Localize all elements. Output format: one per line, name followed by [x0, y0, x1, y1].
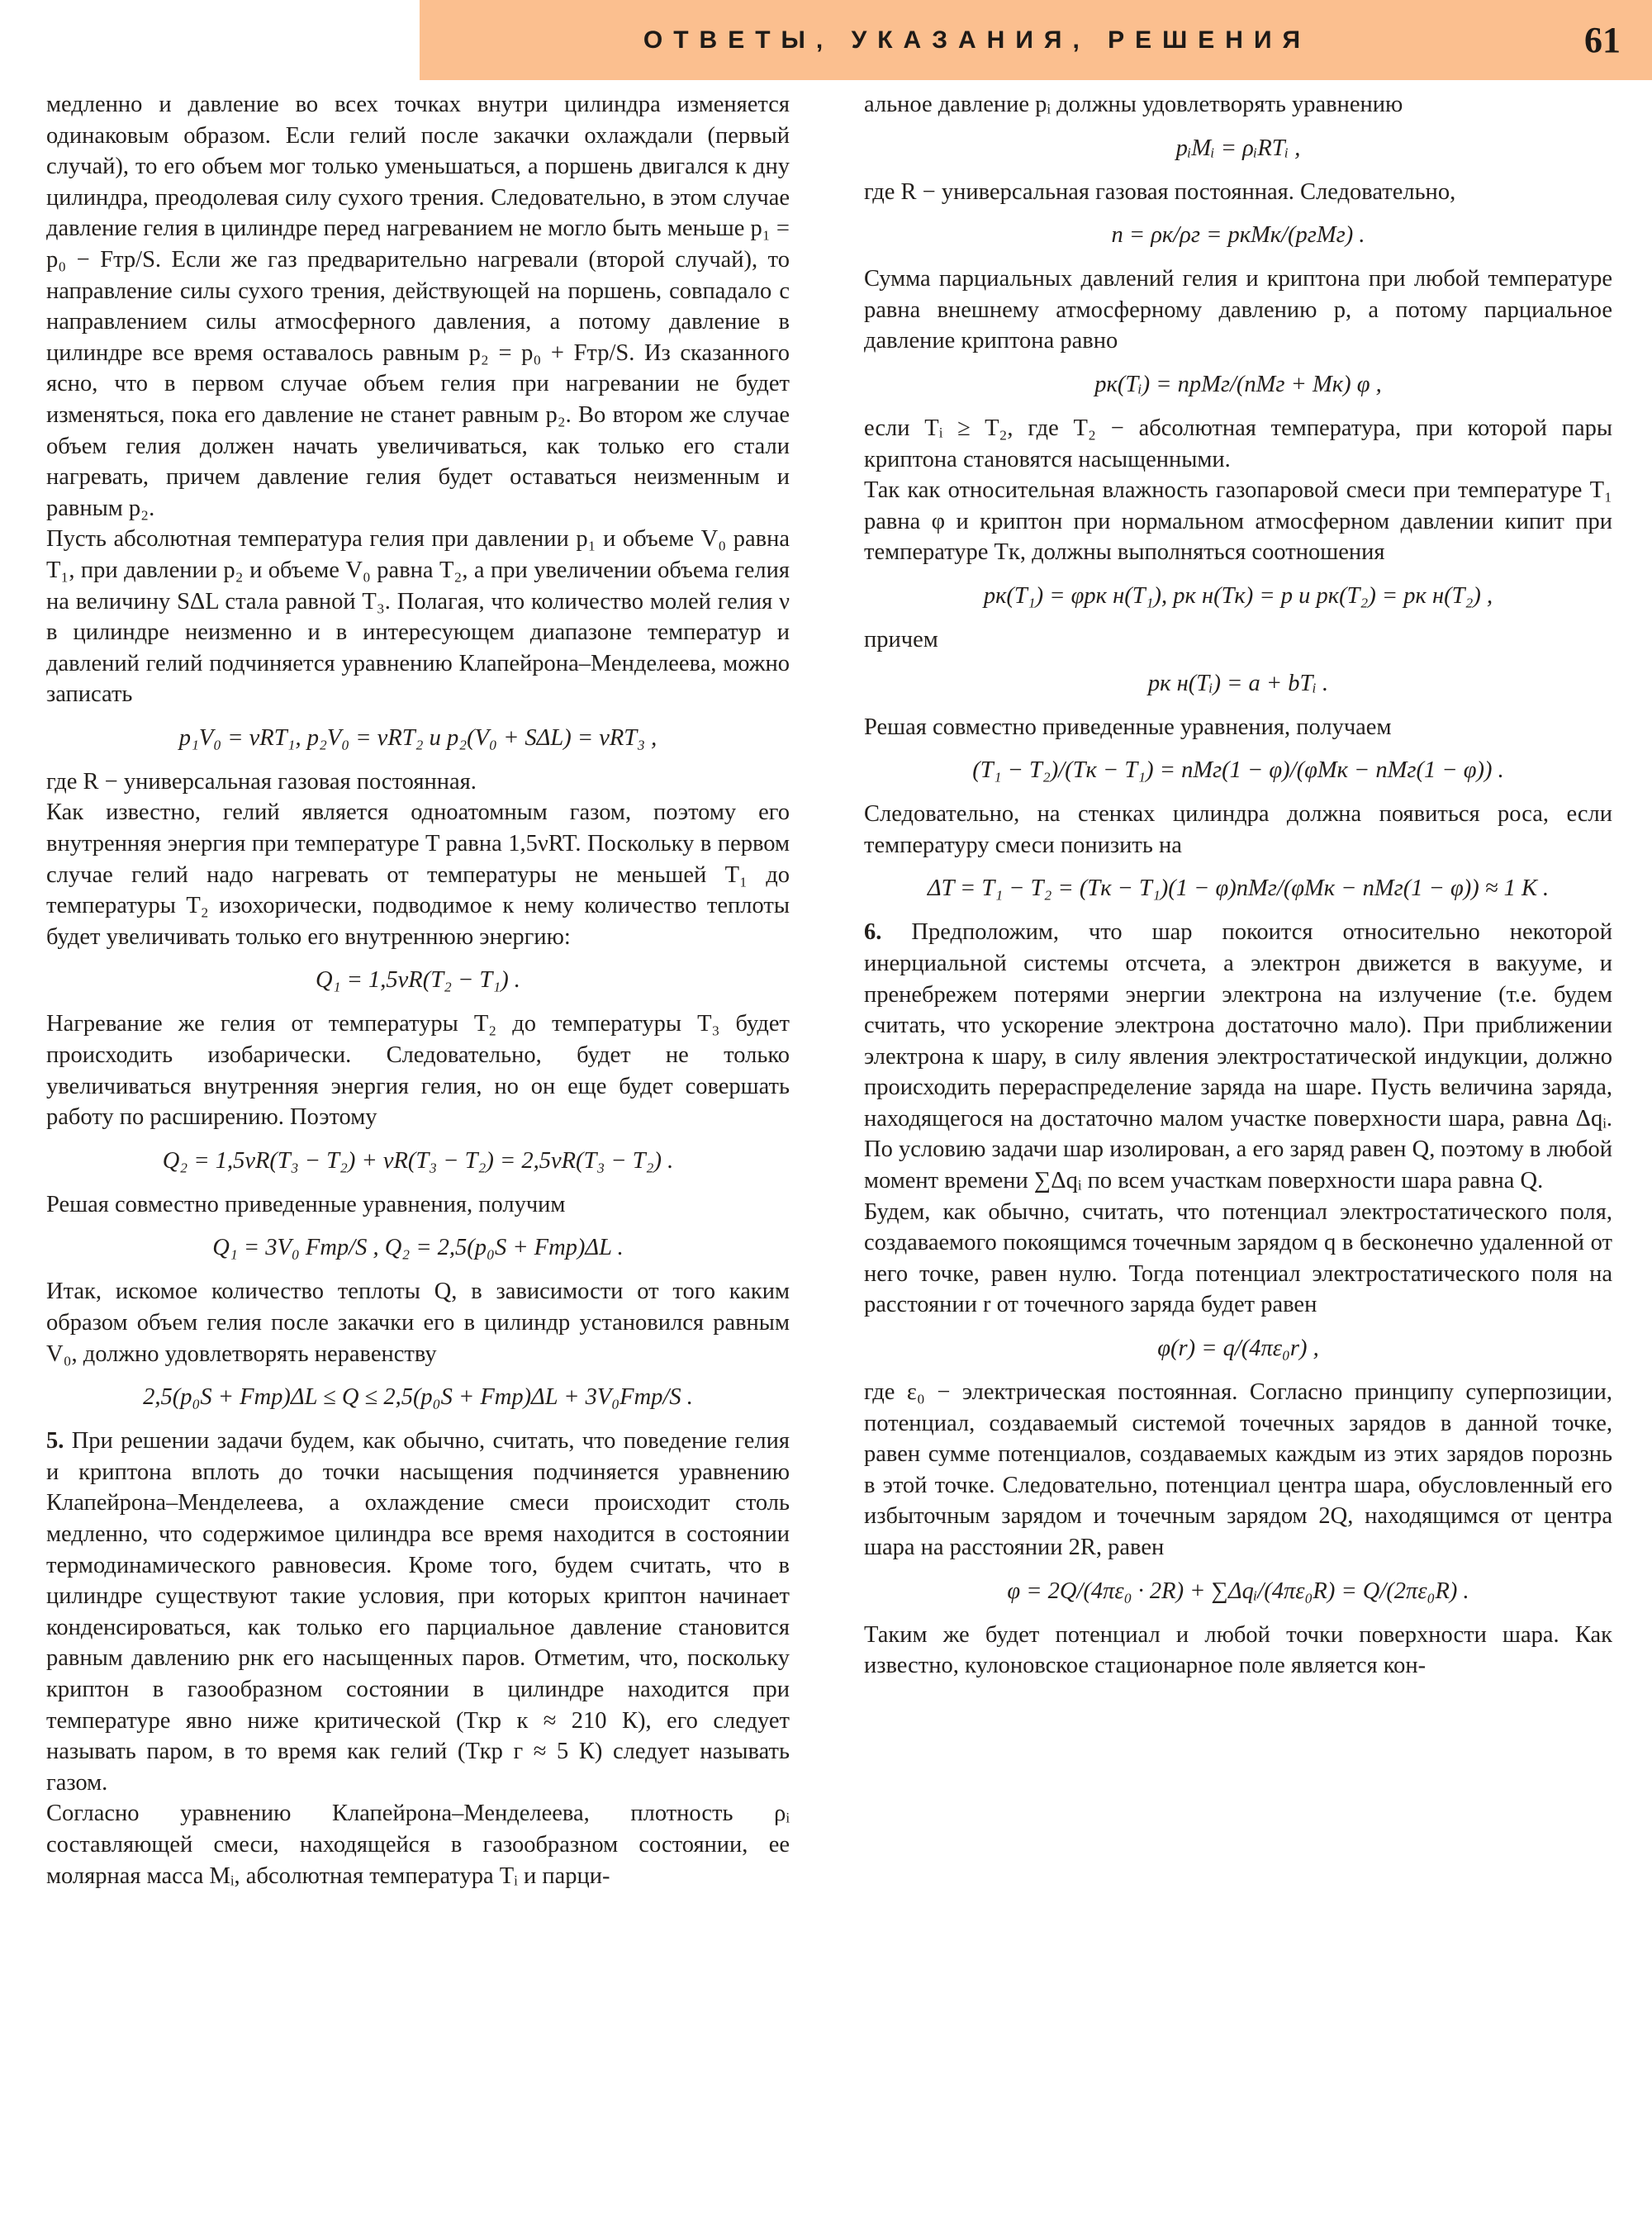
- paragraph: Решая совместно приведенные уравнения, получим: [46, 1191, 566, 1217]
- paragraph-text: Предположим, что шар покоится относительно некоторой инерциальной системы отсчета, а электрон движется в вакууме, и пренебрежем потерями энергии электрона на излучение (т.е. будем считать, что ускорение электрона достаточно мало). При приближении электрона к шару, в силу явления электростатической индукции, должно происходить перераспределение заряда на шаре. Пусть величина заряда, находящегося на достаточно малом участке поверхности шара, равна Δqᵢ. По условию задачи шар изолирован, а его заряд равен Q, поэтому в любой момент времени ∑Δqᵢ по всем участкам поверхности шара равна Q.: [864, 919, 1612, 1194]
- running-header: ОТВЕТЫ, УКАЗАНИЯ, РЕШЕНИЯ: [643, 26, 1312, 54]
- paragraph: Итак, искомое количество теплоты Q, в зависимости от того каким образом объем гелия после закачки его в цилиндр установился равным V₀, должно удовлетворять неравенству: [46, 1279, 790, 1367]
- paragraph: [864, 917, 1612, 1196]
- paragraph: Решая совместно приведенные уравнения, получаем: [864, 714, 1392, 740]
- paragraph: Пусть абсолютная температура гелия при давлении p₁ и объеме V₀ равна T₁, при давлении p₂ и объеме V₀ равна T₂, а при увеличении объема гелия на величину SΔL стала равной T₃. Полагая, что количество молей гелия ν в цилиндре неизменно и в интересующем диапазоне температур и давлений гелий подчиняется уравнению Клапейрона–Менделеева, можно записать: [46, 526, 790, 708]
- paragraph: Сумма парциальных давлений гелия и криптона при любой температуре равна внешнему атмосферному давлению p, а потому парциальное давление криптона равно: [864, 266, 1612, 354]
- formula: ΔT = T₁ − T₂ = (Tк − T₁)(1 − φ)nMг/(φMк − nMг(1 − φ)) ≈ 1 К .: [927, 875, 1550, 902]
- paragraph: где ε₀ − электрическая постоянная. Согласно принципу суперпозиции, потенциал, создаваемый системой точечных зарядов в данной точке, равен сумме потенциалов, создаваемых каждым из этих зарядов порознь в этой точке. Следовательно, потенциал центра шара, обусловленный его избыточным зарядом и точечным зарядом 2Q, находящимся от центра шара на расстоянии 2R, равен: [864, 1379, 1612, 1560]
- paragraph: Будем, как обычно, считать, что потенциал электростатического поля, создаваемого покоящимся точечным зарядом q в бесконечно удаленной от него точке, равен нулю. Тогда потенциал электростатического поля на расстоянии r от точечного заряда будет равен: [864, 1198, 1612, 1318]
- formula: φ = 2Q/(4πε₀ · 2R) + ∑Δqᵢ/(4πε₀R) = Q/(2πε₀R) .: [1007, 1578, 1469, 1604]
- paragraph: медленно и давление во всех точках внутри цилиндра изменяется одинаковым образом. Если гелий после закачки охлаждали (первый случай), то его объем мог только уменьшаться, а поршень двигался к дну цилиндра, преодолевая силу сухого трения. Следовательно, в этом случае давление гелия в цилиндре перед нагреванием не могло быть меньше p₁ = p₀ − Fтр/S. Если же газ предварительно нагревали (второй случай), то направление силы сухого трения, действующей на поршень, совпадало с направлением силы атмосферного давления, а потому давление в цилиндре все время оставалось равным p₂ = p₀ + Fтр/S. Из сказанного ясно, что в первом случае объем гелия при нагревании не будет изменяться, пока его давление не станет равным p₂. Во втором же случае объем гелия должен начать увеличиваться, как только его стали нагревать, причем давление гелия будет оставаться неизменным и равным p₂.: [46, 92, 790, 521]
- paragraph: [46, 1426, 790, 1798]
- formula: Q₁ = 1,5νR(T₂ − T₁) .: [316, 967, 520, 994]
- formula: Q₁ = 3V₀ Fтр/S , Q₂ = 2,5(p₀S + Fтр)ΔL .: [212, 1235, 624, 1261]
- paragraph: где R − универсальная газовая постоянная.: [46, 768, 477, 795]
- formula: (T₁ − T₂)/(Tк − T₁) = nMг(1 − φ)/(φMк − nMг(1 − φ)) .: [972, 757, 1504, 784]
- formula: p₁V₀ = νRT₁, p₂V₀ = νRT₂ и p₂(V₀ + SΔL) = νRT₃ ,: [178, 724, 657, 751]
- formula: pк(Tᵢ) = npMг/(nMг + Mк) φ ,: [1094, 371, 1382, 397]
- problem-number: 6.: [864, 919, 882, 946]
- paragraph: Как известно, гелий является одноатомным газом, поэтому его внутренняя энергия при температуре T равна 1,5νRT. Поскольку в первом случае гелий надо нагревать от температуры не меньшей T₁ до температуры T₂ изохорически, подводимое к нему количество теплоты будет увеличивать только его внутреннюю энергию:: [46, 800, 790, 950]
- paragraph: Нагревание же гелия от температуры T₂ до температуры T₃ будет происходить изобарически. Следовательно, будет не только увеличиваться внутренняя энергия гелия, но он еще будет совершать работу по расширению. Поэтому: [46, 1011, 790, 1131]
- formula: φ(r) = q/(4πε₀r) ,: [1157, 1336, 1319, 1362]
- formula: 2,5(p₀S + Fтр)ΔL ≤ Q ≤ 2,5(p₀S + Fтр)ΔL + 3V₀Fтр/S .: [143, 1384, 693, 1411]
- page-number: 61: [1584, 20, 1621, 60]
- paragraph-text: При решении задачи будем, как обычно, считать, что поведение гелия и криптона вплоть до точки насыщения подчиняется уравнению Клапейрона–Менделеева, а охлаждение смеси происходит столь медленно, что содержимое цилиндра все время находится в состоянии термодинамического равновесия. Кроме того, будем считать, что в цилиндре существуют такие условия, при которых криптон начинает конденсироваться, как только его парциальное давление становится равным давлению pнк его насыщенных паров. Отметим, что, поскольку криптон в газообразном состоянии в цилиндре находится при температуре явно ниже критической (Tкр к ≈ 210 К), его следует называть паром, в то время как гелий (Tкр г ≈ 5 К) следует называть газом.: [46, 1428, 790, 1796]
- paragraph: Таким же будет потенциал и любой точки поверхности шара. Как известно, кулоновское стационарное поле является кон-: [864, 1621, 1612, 1679]
- paragraph: Следовательно, на стенках цилиндра должна появиться роса, если температуру смеси понизить на: [864, 801, 1612, 858]
- formula: Q₂ = 1,5νR(T₃ − T₂) + νR(T₃ − T₂) = 2,5νR(T₃ − T₂) .: [162, 1147, 674, 1174]
- formula: pк н(Tᵢ) = a + bTᵢ .: [1147, 670, 1329, 696]
- paragraph: где R − универсальная газовая постоянная. Следовательно,: [864, 178, 1456, 205]
- formula: pᵢMᵢ = ρᵢRTᵢ ,: [1175, 135, 1301, 161]
- formula: n = ρк/ρг = pкMк/(pгMг) .: [1111, 222, 1365, 249]
- right-column: [864, 89, 1612, 1682]
- left-column: [46, 89, 790, 1891]
- paragraph: если Tᵢ ≥ T₂, где T₂ − абсолютная температура, при которой пары криптона становятся насыщенными.: [864, 415, 1612, 472]
- formula: pк(T₁) = φpк н(T₁), pк н(Tк) = p и pк(T₂) = pк н(T₂) ,: [983, 582, 1493, 609]
- paragraph: причем: [864, 626, 938, 652]
- paragraph: альное давление pᵢ должны удовлетворять уравнению: [864, 92, 1403, 117]
- paragraph: Так как относительная влажность газопаровой смеси при температуре T₁ равна φ и криптон при нормальном атмосферном давлении кипит при температуре Tк, должны выполняться соотношения: [864, 477, 1612, 566]
- problem-number: 5.: [46, 1428, 64, 1454]
- paragraph: Согласно уравнению Клапейрона–Менделеева, плотность ρᵢ составляющей смеси, находящейся в газообразном состоянии, ее молярная масса Mᵢ, абсолютная температура Tᵢ и парци-: [46, 1801, 790, 1889]
